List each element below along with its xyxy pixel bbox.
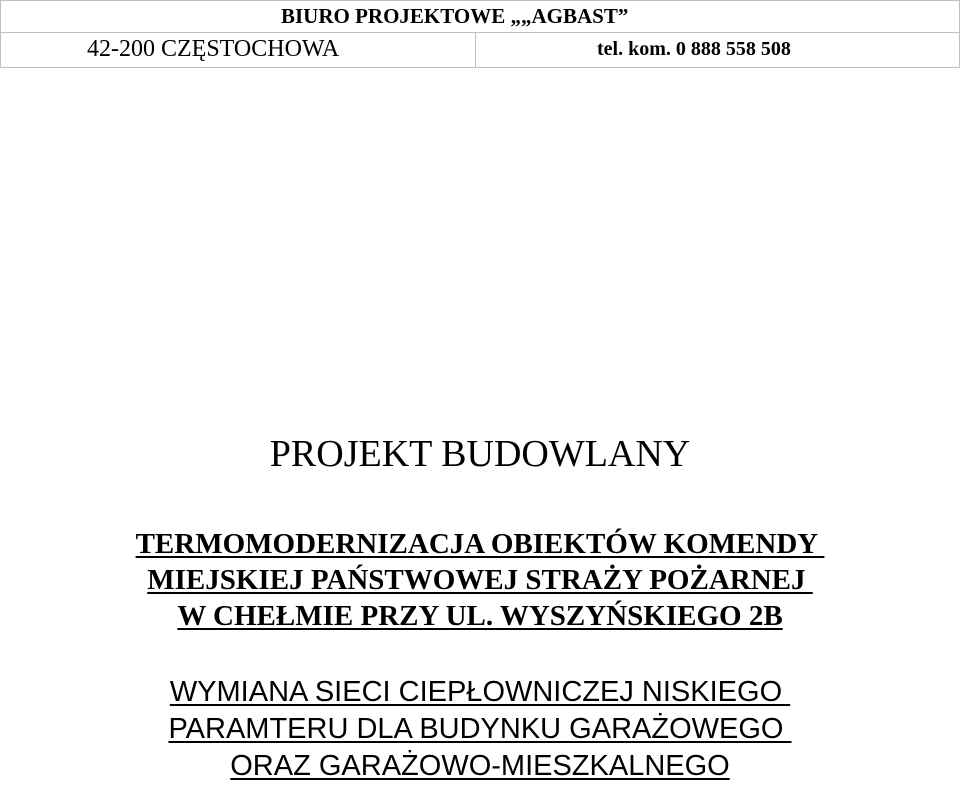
letterhead-divider-horizontal (1, 32, 959, 33)
project-title-line: MIEJSKIEJ PAŃSTWOWEJ STRAŻY POŻARNEJ (147, 564, 813, 596)
project-title-line: TERMOMODERNIZACJA OBIEKTÓW KOMENDY (135, 528, 825, 560)
project-scope-line: WYMIANA SIECI CIEPŁOWNICZEJ NISKIEGO (169, 676, 791, 708)
letterhead-divider-vertical (475, 32, 476, 67)
company-city: 42-200 CZĘSTOCHOWA (87, 36, 340, 62)
project-title-line: W CHEŁMIE PRZY UL. WYSZYŃSKIEGO 2B (177, 600, 783, 632)
company-phone: tel. kom. 0 888 558 508 (597, 38, 791, 60)
project-title (0, 526, 960, 634)
project-scope-line: PARAMTERU DLA BUDYNKU GARAŻOWEGO (168, 713, 792, 745)
letterhead (0, 0, 960, 68)
company-name: BIURO PROJEKTOWE „„AGBAST” (281, 4, 629, 28)
document-type-title: PROJEKT BUDOWLANY (269, 433, 691, 475)
project-scope-line: ORAZ GARAŻOWO-MIESZKALNEGO (230, 750, 730, 782)
project-scope (0, 674, 960, 785)
